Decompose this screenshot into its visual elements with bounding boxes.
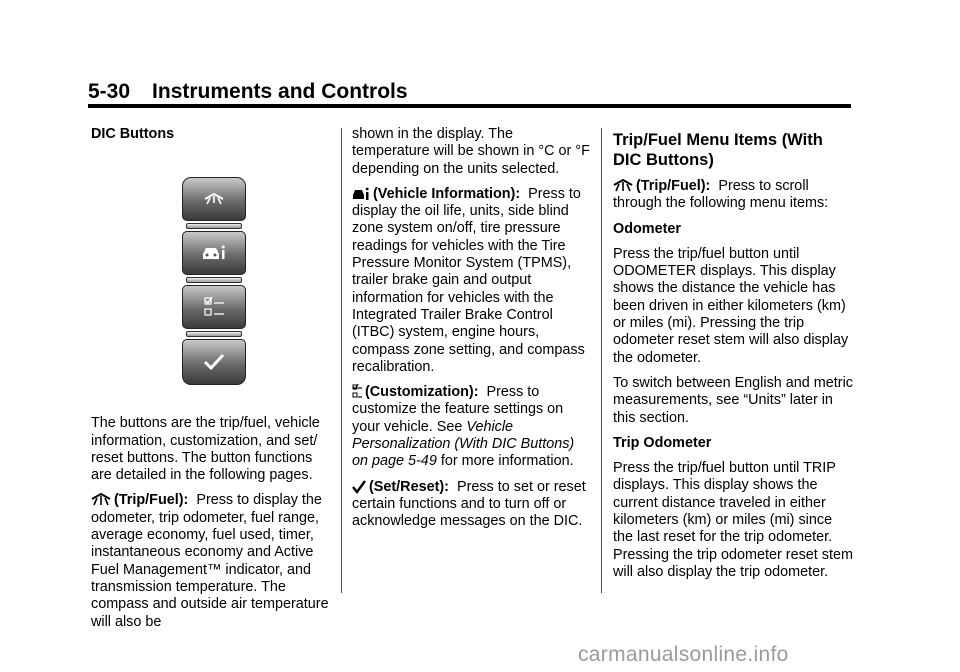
units-text: To switch between English and metric measurements, see “Units” later in this section. — [613, 374, 853, 426]
vehicle-info-icon — [352, 187, 370, 201]
column-2 — [352, 126, 592, 539]
page-number: 5-30 — [88, 80, 131, 103]
set-reset-label: (Set/Reset): — [369, 478, 449, 495]
set-reset-icon — [352, 480, 366, 494]
set-reset-icon — [203, 353, 225, 371]
trip-fuel-menu-paragraph — [613, 178, 853, 213]
odometer-heading: Odometer — [613, 220, 681, 237]
vehicle-info-text: Press to display the oil life, units, side blind zone system on/off, tire pressure readings for vehicles with the Tire Pressure Monitor System (TPMS), trailer brake gain and output information for vehicles with the Integrated Trailer Brake Control (ITBC) system, engine hours, compass zone setting, and compass recalibration. — [352, 185, 585, 375]
trip-fuel-icon — [91, 493, 111, 507]
dic-buttons-heading: DIC Buttons — [91, 126, 175, 142]
column-1 — [91, 126, 331, 639]
intro-paragraph: The buttons are the trip/fuel, vehicle information, customization, and set/ reset buttons. The button functions are detailed in the following pages. — [91, 415, 320, 484]
trip-fuel-menu-text: Press to scroll through the following menu items: — [613, 178, 829, 212]
personalization-link[interactable]: Vehicle Personalization (With DIC Buttons) on page 5-49 — [352, 418, 575, 470]
trip-fuel-menu-label: (Trip/Fuel): — [636, 178, 711, 194]
trip-fuel-button[interactable] — [182, 177, 246, 221]
vehicle-info-icon — [201, 244, 227, 262]
column-divider-1 — [341, 128, 342, 593]
dic-button-panel — [182, 177, 246, 385]
set-reset-paragraph — [352, 479, 592, 531]
odometer-text: Press the trip/fuel button until ODOMETER displays. This display shows the distance the vehicle has been driven in either kilometers (km) or miles (mi). Pressing the trip odometer reset stem will also display the odometer. — [613, 245, 849, 366]
trip-fuel-menu-title: Trip/Fuel Menu Items (With DIC Buttons) — [613, 131, 823, 169]
customization-paragraph — [352, 384, 592, 470]
trip-fuel-icon — [203, 191, 225, 207]
section-title: Instruments and Controls — [152, 80, 408, 103]
trip-fuel-icon — [613, 179, 633, 193]
trip-fuel-label: (Trip/Fuel): — [114, 492, 189, 509]
column-3 — [613, 126, 853, 589]
trip-fuel-paragraph — [91, 492, 331, 630]
vehicle-info-label: (Vehicle Information): — [373, 185, 521, 202]
set-reset-button[interactable] — [182, 339, 246, 385]
vehicle-info-paragraph — [352, 186, 592, 376]
trip-odometer-text: Press the trip/fuel button until TRIP displays. This display shows the current distance traveled in either kilometers (km) or miles (mi) since the last reset for the trip odometer. Pressing the trip odometer reset stem will also display the trip odometer. — [613, 460, 853, 580]
customization-icon — [352, 384, 362, 399]
set-reset-text: Press to set or reset certain functions and to turn off or acknowledge messages on the DIC. — [352, 478, 586, 530]
watermark: carmanualsonline.info — [578, 643, 789, 666]
customization-label: (Customization): — [365, 384, 479, 401]
customization-icon — [202, 296, 226, 318]
header-rule — [88, 104, 851, 108]
customization-button[interactable] — [182, 285, 246, 329]
page-header — [88, 80, 408, 104]
continued-text: shown in the display. The temperature will be shown in °C or °F depending on the units selected. — [352, 126, 590, 177]
customization-text-a: Press to customize the feature settings on your vehicle. See — [352, 384, 564, 435]
vehicle-info-button[interactable] — [182, 231, 246, 275]
column-divider-2 — [601, 128, 602, 593]
trip-odometer-heading: Trip Odometer — [613, 434, 712, 451]
customization-text-b: for more information. — [436, 453, 574, 470]
trip-fuel-text: Press to display the odometer, trip odometer, fuel range, average economy, fuel used, timer, instantaneous economy and Active Fuel Management™ indicator, and transmission temperature. The compass and outside air temperature will also be — [91, 492, 329, 630]
